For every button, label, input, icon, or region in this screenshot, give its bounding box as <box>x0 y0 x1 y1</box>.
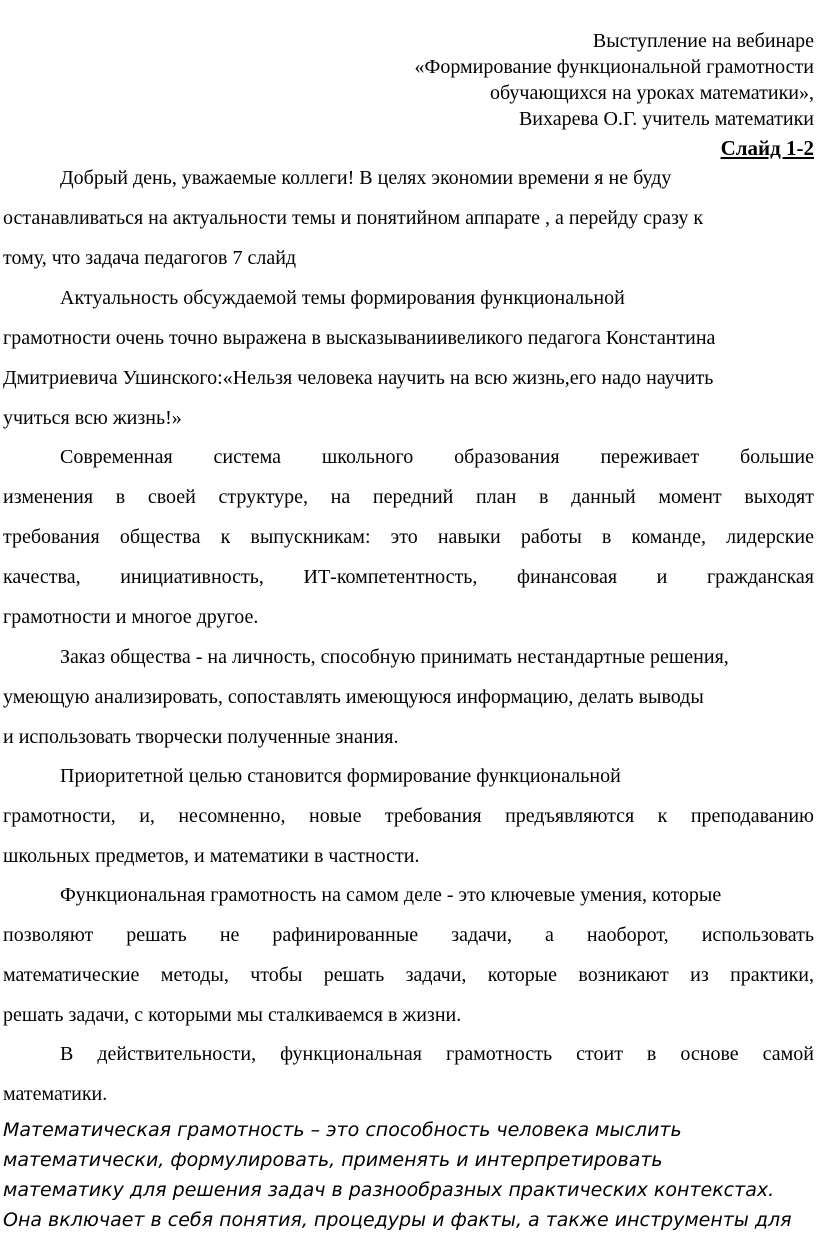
paragraph-line: изменения в своей структуре, на передний план в данный момент выходят <box>3 486 814 508</box>
slide-label: Слайд 1-2 <box>720 136 814 160</box>
paragraph-line: В действительности, функциональная грамотность стоит в основе самой <box>60 1043 814 1065</box>
paragraph-line: Функциональная грамотность на самом деле - это ключевые умения, которые <box>60 884 722 906</box>
math-literacy-definition <box>3 1115 814 1235</box>
definition-line: математически, формулировать, применять и интерпретировать <box>3 1149 663 1171</box>
definition-line: Математическая грамотность – это способность человека мыслить <box>3 1119 682 1141</box>
header-line: Выступление на вебинаре <box>592 30 814 52</box>
paragraph-line: умеющую анализировать, сопоставлять имеющуюся информацию, делать выводы <box>3 686 704 708</box>
paragraph-society-order <box>3 637 814 757</box>
header-line: «Формирование функциональной грамотности <box>414 56 814 78</box>
speech-header <box>415 28 814 132</box>
paragraph-greeting <box>3 158 814 278</box>
paragraph-line: требования общества к выпускникам: это навыки работы в команде, лидерские <box>3 526 814 548</box>
paragraph-line: школьных предметов, и математики в частности. <box>3 845 420 867</box>
paragraph-line: Приоритетной целью становится формирование функциональной <box>60 765 621 787</box>
paragraph-line: тому, что задача педагогов 7 слайд <box>3 247 297 269</box>
paragraph-in-reality <box>3 1034 814 1114</box>
paragraph-line: грамотности, и, несомненно, новые требования предъявляются к преподаванию <box>3 805 814 827</box>
definition-line: математику для решения задач в разнообразных практических контекстах. <box>3 1179 775 1201</box>
paragraph-line: решать задачи, с которыми мы сталкиваемся в жизни. <box>3 1004 462 1026</box>
definition-line: Она включает в себя понятия, процедуры и факты, а также инструменты для <box>3 1209 792 1231</box>
paragraph-priority-goal <box>3 756 814 876</box>
paragraph-line: и использовать творчески полученные знания. <box>3 726 399 748</box>
paragraph-line: математики. <box>3 1083 108 1105</box>
paragraph-line: Дмитриевича Ушинского:«Нельзя человека научить на всю жизнь,его надо научить <box>3 367 714 389</box>
paragraph-line: математические методы, чтобы решать задачи, которые возникают из практики, <box>3 964 814 986</box>
paragraph-line: Современная система школьного образования переживает большие <box>60 446 814 468</box>
paragraph-line: позволяют решать не рафинированные задачи, а наоборот, использовать <box>3 924 814 946</box>
paragraph-line: останавливаться на актуальности темы и понятийном аппарате , а перейду сразу к <box>3 207 704 229</box>
header-line: Вихарева О.Г. учитель математики <box>518 108 814 130</box>
paragraph-line: качества, инициативность, ИТ-компетентность, финансовая и гражданская <box>3 566 814 588</box>
paragraph-line: Заказ общества - на личность, способную принимать нестандартные решения, <box>60 646 729 668</box>
paragraph-functional-literacy <box>3 875 814 1035</box>
paragraph-relevance <box>3 278 814 438</box>
paragraph-modern-school <box>3 437 814 637</box>
paragraph-line: грамотности очень точно выражена в высказываниивеликого педагога Константина <box>3 327 716 349</box>
paragraph-line: учиться всю жизнь!» <box>3 407 182 429</box>
header-line: обучающихся на уроках математики», <box>489 82 814 104</box>
paragraph-line: грамотности и многое другое. <box>3 606 259 628</box>
paragraph-line: Актуальность обсуждаемой темы формирования функциональной <box>60 287 625 309</box>
paragraph-line: Добрый день, уважаемые коллеги! В целях экономии времени я не буду <box>60 167 672 189</box>
